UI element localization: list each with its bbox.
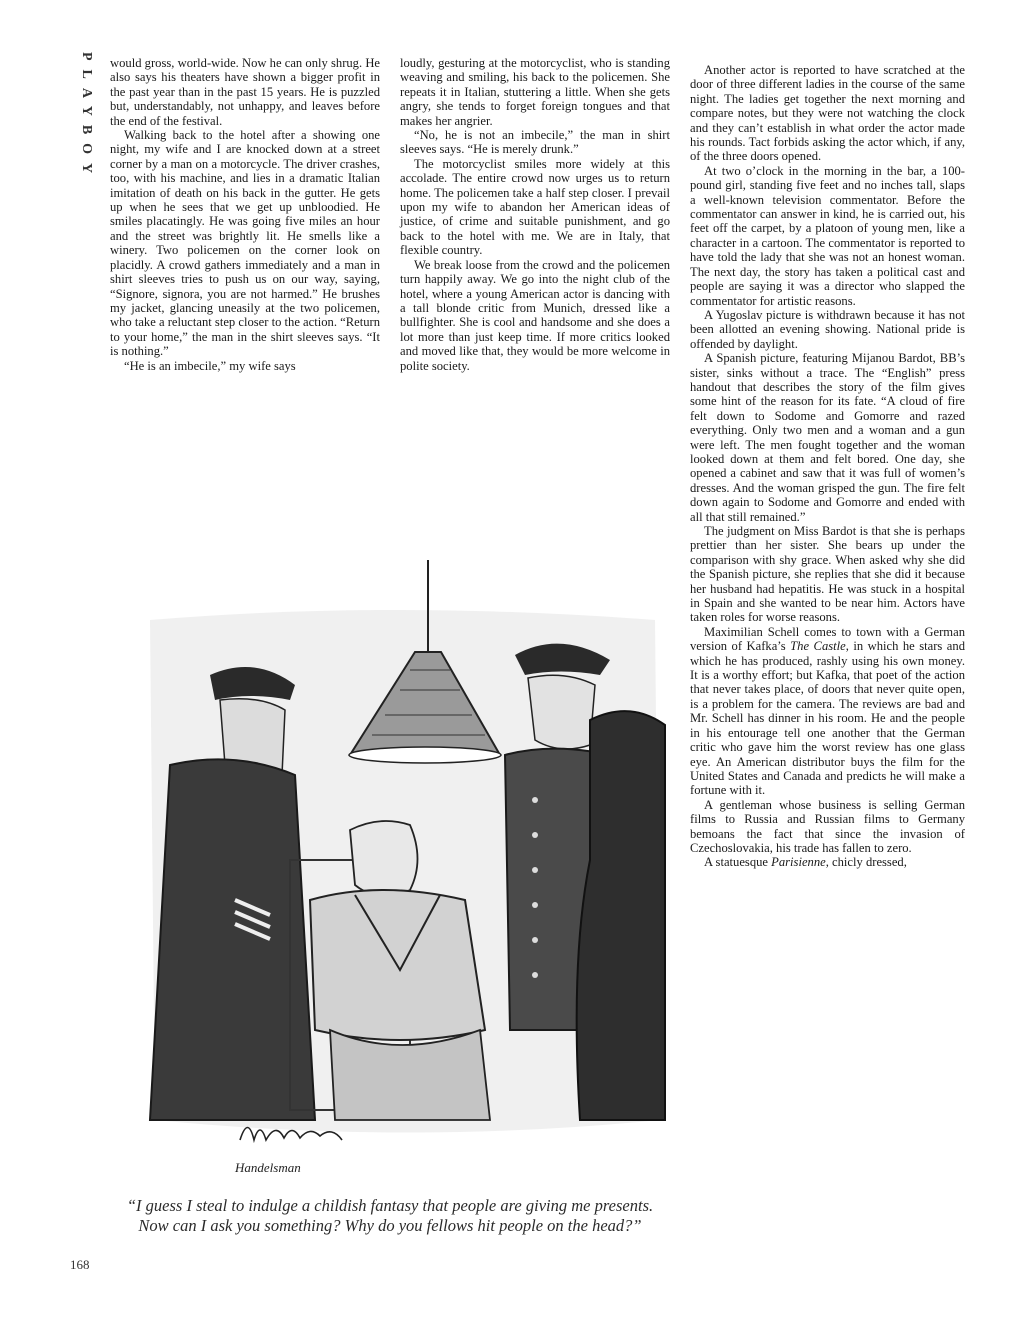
paragraph: The motorcyclist smiles more widely at this accolade. The entire crowd now urges us to return home. The policemen take a half step closer. I prevail upon my wife to abandon her American ideas of justice, of crime and suitable punishment, and go back to the hotel with me. We are in Italy, that flexible country. (400, 156, 670, 258)
cartoon-illustration (110, 560, 670, 1185)
paragraph: would gross, world-wide. Now he can only shrug. He also says his theaters have shown a bigger profit in the past year than in the past 15 years. He is puzzled but, understandably, not unhappy, and leaves before the end of the festival. (110, 56, 380, 128)
paragraph: At two o’clock in the morning in the bar, a 100-pound girl, standing five feet and no inches tall, slaps a well-known television commentator. Before the commentator can answer in kind, he is carried out, his feet off the carpet, by a platoon of young men, like a character in a cartoon. The commentator is reported to have told the lady that she was not an honest woman. The next day, the story has taken a political cast and people are saying it was a director who slapped the commentator for artistic reasons. (690, 163, 965, 308)
magazine-masthead: PLAYBOY (79, 52, 94, 183)
paragraph: Maximilian Schell comes to town with a German version of Kafka’s The Castle, in which he stars and which he has produced, rashly using his own money. It is a worthy effort; but Kafka, that poet of the action that never takes place, of doors that never quite open, is a problem for the camera. The reviews are bad and Mr. Schell has dinner in his room. He and the people in his entourage tell one another that the German critic who gave him the worst review has one glass eye. An American distributor buys the film for the United States and Canada and predicts he will make a fortune with it. (690, 624, 965, 798)
cartoon-signature: Handelsman (235, 1160, 301, 1175)
text-column-3 (690, 63, 965, 870)
page-number: 168 (70, 1257, 90, 1272)
paragraph: A gentleman whose business is selling German films to Russia and Russian films to Germany bemoans the fact that since the invasion of Czechoslovakia, his trade has fallen to zero. (690, 797, 965, 855)
paragraph: We break loose from the crowd and the policemen turn happily away. We go into the night club of the hotel, where a young American actor is dancing with a tall blonde critic from Munich, dressed like a bullfighter. She is cool and handsome and she does a lot more than just keep time. If more critics looked and moved like that, they would be more welcome in polite society. (400, 257, 670, 373)
paragraph: A Yugoslav picture is withdrawn because it has not been allotted an evening showing. National pride is offended by daylight. (690, 307, 965, 351)
paragraph: loudly, gesturing at the motorcyclist, who is standing weaving and smiling, his back to the policemen. She repeats it in Italian, stuttering a little. When she gets angry, she tends to forget foreign tongues and that makes her angrier. (400, 56, 670, 128)
text-column-2 (400, 56, 670, 373)
paragraph: A statuesque Parisienne, chicly dressed, (704, 855, 907, 870)
paragraph: A Spanish picture, featuring Mijanou Bardot, BB’s sister, sinks without a trace. The “English” press handout that describes the story of the film gives some hint of the reason for its fate. “A cloud of fire felt down to Sodome and Gomorre and razed everything. Only two men and a woman and a gun were left. The men fought together and the woman looked down at them and felt bored. One day, she opened a cabinet and saw that it was full of women’s dresses. And the woman grisped the gun. The fire felt down again to Sodome and Gomorre and ended with all that still remained.” (690, 351, 965, 524)
text-column-1 (110, 56, 380, 373)
film-title: The Castle (790, 639, 846, 654)
paragraph: Another actor is reported to have scratched at the door of three different ladies in the course of the same night. The ladies get together the next morning and compare notes, but they were not watching the clock and they can’t establish in what order the actor made his rounds. Tact forbids asking the actor which, if any, of the three doors opened. (690, 63, 965, 164)
paragraph: The judgment on Miss Bardot is that she is perhaps prettier than her sister. She bears up under the comparison with shy grace. When asked why she did the Spanish picture, she replies that she did it because her husband had hepatitis. He was stuck in a hospital in Spain and she wanted to be near him. Actors have taken roles for worse reasons. (690, 524, 965, 625)
cartoon-caption: “I guess I steal to indulge a childish fantasy that people are giving me presents. Now can I ask you something? Why do you fellows hit people on the head?” (126, 1196, 654, 1235)
paragraph: “He is an imbecile,” my wife says (124, 358, 296, 373)
paragraph: “No, he is not an imbecile,” the man in shirt sleeves says. “He is merely drunk.” (400, 128, 670, 157)
paragraph: Walking back to the hotel after a showing one night, my wife and I are knocked down at a street corner by a man on a motorcycle. The driver crashes, too, with his machine, and lies in a dramatic Italian imitation of death on his back in the gutter. He gets up when he sees that we get up unbloodied. He smiles placatingly. He was going five miles an hour and the street was brightly lit. He smells like a winery. Two policemen on the corner look on placidly. A crowd gathers immediately and a man in shirt sleeves tries to push us on our way, saying, “Signore, signora, you are not harmed.” He brushes my jacket, glancing uneasily at the two policemen, who take a reluctant step closer to the action. “Return to your home,” the man in the shirt sleeves says. “It is nothing.” (110, 128, 380, 359)
